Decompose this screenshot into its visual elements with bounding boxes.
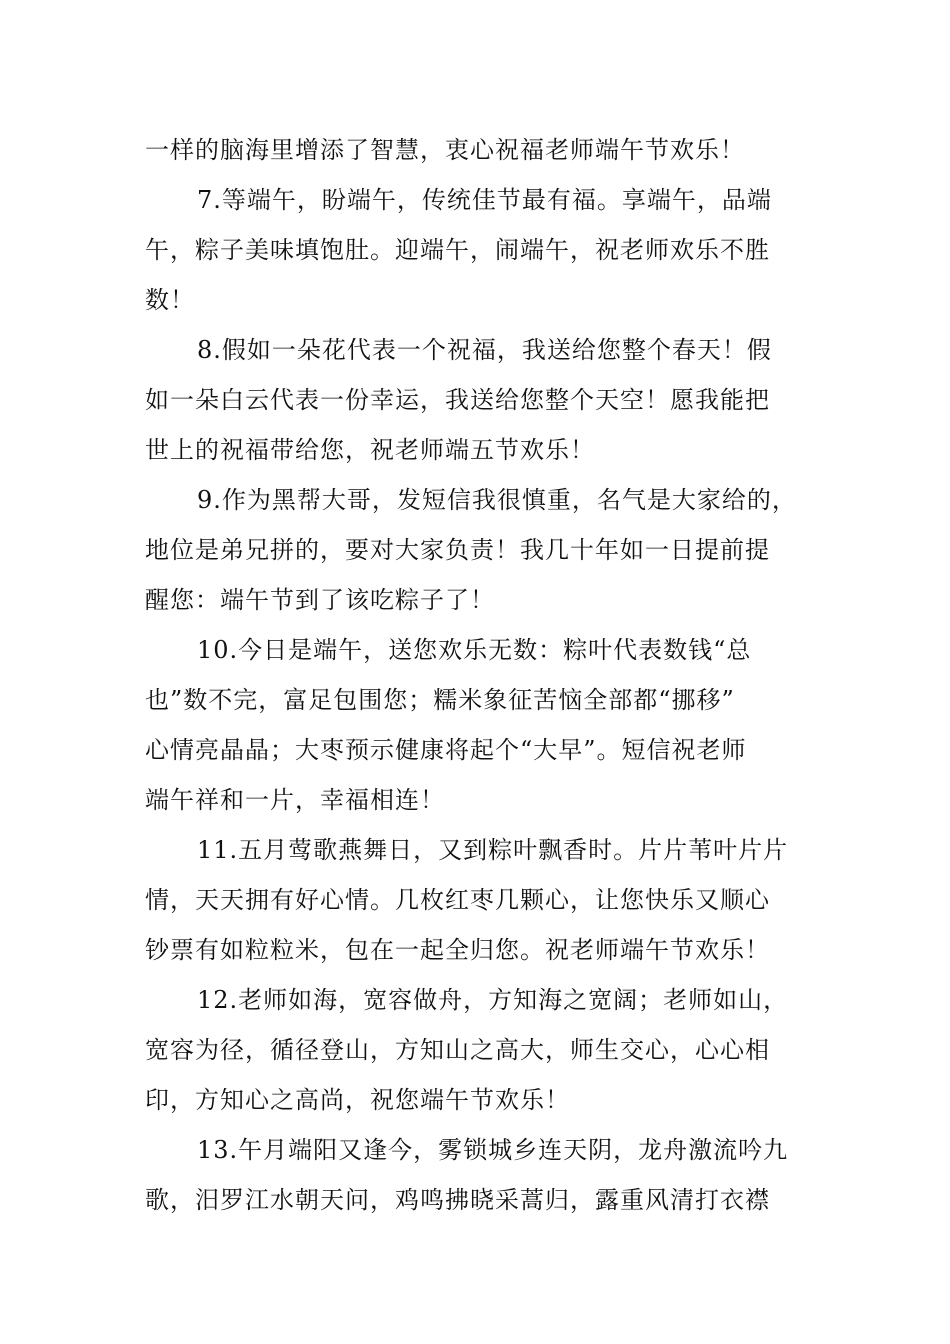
text-line: 醒您：端午节到了该吃粽子了！ — [145, 586, 495, 614]
text-line: 歌，汨罗江水朝天问，鸡鸣拂晓采蒿归，露重风清打衣襟 — [145, 1186, 770, 1214]
text-line: 心情亮晶晶；大枣预示健康将起个“大早”。短信祝老师 — [145, 736, 747, 764]
text-line: 午，粽子美味填饱肚。迎端午，闹端午，祝老师欢乐不胜 — [145, 236, 770, 264]
text-line: 一样的脑海里增添了智慧，衷心祝福老师端午节欢乐！ — [145, 136, 745, 164]
paragraph-12-line-1: 12.老师如海，宽容做舟，方知海之宽阔；老师如山， — [197, 986, 789, 1014]
text-line: 情，天天拥有好心情。几枚红枣几颗心，让您快乐又顺心 — [145, 886, 770, 914]
text-line: 数！ — [145, 286, 195, 314]
text-line: 世上的祝福带给您，祝老师端五节欢乐！ — [145, 436, 595, 464]
text-line: 如一朵白云代表一份幸运，我送给您整个天空！愿我能把 — [145, 386, 770, 414]
text-line: 印，方知心之高尚，祝您端午节欢乐！ — [145, 1086, 570, 1114]
text-line: 也”数不完，富足包围您；糯米象征苦恼全部都“挪移” — [145, 686, 735, 714]
text-line: 地位是弟兄拼的，要对大家负责！我几十年如一日提前提 — [145, 536, 770, 564]
paragraph-13-line-1: 13.午月端阳又逢今，雾锁城乡连天阴，龙舟激流吟九 — [197, 1136, 789, 1164]
paragraph-9-line-1: 9.作为黑帮大哥，发短信我很慎重，名气是大家给的， — [197, 486, 797, 514]
paragraph-11-line-1: 11.五月莺歌燕舞日，又到粽叶飘香时。片片苇叶片片 — [197, 836, 789, 864]
text-line: 端午祥和一片，幸福相连！ — [145, 786, 445, 814]
text-line: 钞票有如粒粒米，包在一起全归您。祝老师端午节欢乐！ — [145, 936, 770, 964]
paragraph-7-line-1: 7.等端午，盼端午，传统佳节最有福。享端午，品端 — [197, 186, 772, 214]
text-line: 宽容为径，循径登山，方知山之高大，师生交心，心心相 — [145, 1036, 770, 1064]
paragraph-8-line-1: 8.假如一朵花代表一个祝福，我送给您整个春天！假 — [197, 336, 772, 364]
paragraph-10-line-1: 10.今日是端午，送您欢乐无数：粽叶代表数钱“总 — [197, 636, 752, 664]
